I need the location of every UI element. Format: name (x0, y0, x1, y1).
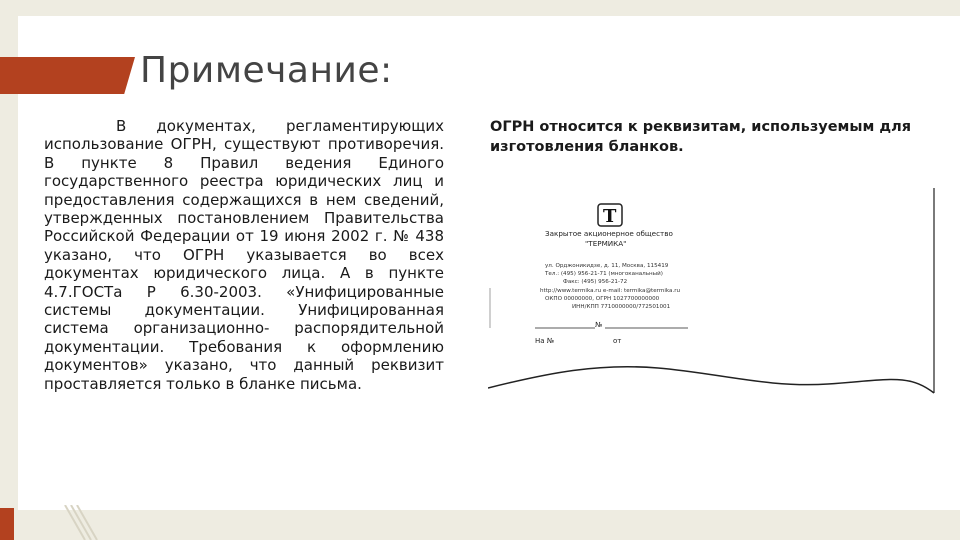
field-from-label: от (613, 337, 622, 345)
letterhead-line: Тел.: (495) 956-21-71 (многоканальный) (545, 271, 663, 277)
letterhead-line: ОКПО 00000000, ОГРН 1027700000000 (545, 296, 660, 302)
letterhead-line: Факс: (495) 956-21-72 (563, 279, 628, 285)
letterhead-line: http://www.termika.ru e-mail: termika@termika.ru (540, 288, 681, 294)
left-paragraph: В документах, регламентирующих использование ОГРН, существуют противоречия. В пункте 8 Правил ведения Единого государственного реестра юридических лиц и предоставления содержащихся в нем сведений, утвержденных постановлением Правительства Российской Федерации от 19 июня 2002 г. № 438 указано, что ОГРН указывается во всех документах юридического лица. А в пункте 4.7.ГОСТа Р 6.30-2003. «Унифицированные системы документации. Унифицированная система организационно- распорядительной документации. Требования к оформлению документов» указано, что данный реквизит проставляется только в бланке письма. (44, 117, 444, 393)
letterhead-line: "ТЕРМИКА" (585, 239, 627, 248)
letterhead-sample-image (488, 188, 938, 400)
slide-title: Примечание: (140, 50, 393, 91)
logo-letter: T (603, 206, 617, 227)
letterhead-line: Закрытое акционерное общество (545, 229, 673, 238)
letterhead-line: ул. Орджоникидзе, д. 11, Москва, 115419 (545, 263, 669, 269)
bottom-accent-block (0, 508, 14, 540)
bottom-bar (0, 510, 960, 540)
letterhead-line: ИНН/КПП 7710000000/772501001 (572, 304, 671, 310)
field-number-label: № (595, 321, 603, 329)
field-reference-label: На № (535, 337, 555, 345)
right-paragraph: ОГРН относится к реквизитам, используемым для изготовления бланков. (490, 119, 912, 155)
title-accent-marker (0, 57, 135, 94)
decorative-lines (55, 505, 115, 540)
